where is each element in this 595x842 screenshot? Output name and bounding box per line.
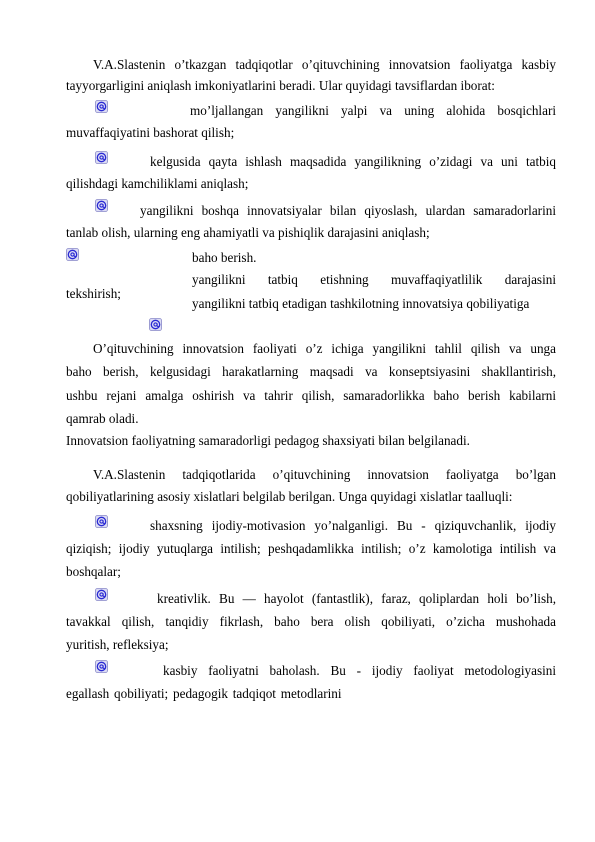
bullet4-line1: baho berish. bbox=[192, 250, 257, 265]
para3: Innovatsion faoliyatning samaradorligi pedagog shaxsiyati bilan belgilanadi. bbox=[66, 433, 470, 448]
at-sign-icon bbox=[95, 660, 108, 673]
at-sign-icon bbox=[95, 588, 108, 601]
at-sign-icon bbox=[95, 151, 108, 164]
bullet4-side-text: tekshirish; bbox=[66, 286, 121, 301]
para1-line1: V.A.Slastenin o’tkazgan tadqiqotlar o’qituvchining innovatsion faoliyatga kasbiy bbox=[93, 57, 556, 72]
trait3-line2: egallash qobiliyati; pedagogik tadqiqot metodlarini bbox=[66, 686, 342, 701]
para2-line2: baho berish, kelgusidagi harakatlarning maqsadi va konseptsiyasini shakllantirish, bbox=[66, 364, 556, 379]
trait2-line1: kreativlik. Bu — hayolot (fantastlik), faraz, qoliplardan holi bo’lish, bbox=[157, 591, 556, 606]
trait1-line2: qiziqish; ijodiy yutuqlarga intilish; peshqadamlikka intilish; o’z kamolotiga intilish va bbox=[66, 541, 556, 556]
at-sign-icon bbox=[95, 199, 108, 212]
bullet3-line2: tanlab olish, ularning eng ahamiyatli va pishiqlik darajasini aniqlash; bbox=[66, 225, 430, 240]
para2-line1: O’qituvchining innovatsion faoliyati o’z ichiga yangilikni tahlil qilish va unga bbox=[93, 341, 556, 356]
trait2-line2: tavakkal qilish, tanqidiy fikrlash, baho bera olish qobiliyati, o’zicha mushohada bbox=[66, 614, 556, 629]
para4-line1: V.A.Slastenin tadqiqotlarida o’qituvchining innovatsion faoliyatga bo’lgan bbox=[93, 467, 556, 482]
para2-line4: qamrab oladi. bbox=[66, 411, 139, 426]
trait1-line1: shaxsning ijodiy-motivasion yo’nalganligi. Bu - qiziquvchanlik, ijodiy bbox=[150, 518, 556, 533]
at-sign-icon bbox=[95, 100, 108, 113]
bullet4-line2: yangilikni tatbiq etishning muvaffaqiyatlilik darajasini bbox=[192, 272, 556, 287]
trait2-line3: yuritish, refleksiya; bbox=[66, 637, 169, 652]
trait1-line3: boshqalar; bbox=[66, 564, 121, 579]
at-sign-icon bbox=[95, 515, 108, 528]
bullet4-line3: yangilikni tatbiq etadigan tashkilotning innovatsiya qobiliyatiga bbox=[192, 296, 530, 311]
bullet1-line2: muvaffaqiyatini bashorat qilish; bbox=[66, 125, 235, 140]
para4-line2: qobiliyatlarining asosiy xislatlari belgilab berilgan. Unga quyidagi xislatlar taalluqli: bbox=[66, 489, 513, 504]
bullet2-line2: qilishdagi kamchiliklami aniqlash; bbox=[66, 176, 249, 191]
para2-line3: ushbu rejani amalga oshirish va tahrir qilish, samaradorlikka baho berish kabilarni bbox=[66, 388, 556, 403]
bullet1-line1: mo’ljallangan yangilikni yalpi va uning alohida bosqichlari bbox=[190, 103, 556, 118]
bullet3-line1: yangilikni boshqa innovatsiyalar bilan qiyoslash, ulardan samaradorlarini bbox=[140, 203, 556, 218]
at-sign-icon bbox=[149, 318, 162, 331]
bullet2-line1: kelgusida qayta ishlash maqsadida yangilikning o’zidagi va uni tatbiq bbox=[150, 154, 556, 169]
trait3-line1: kasbiy faoliyatni baholash. Bu - ijodiy faoliyat metodologiyasini bbox=[163, 663, 556, 678]
at-sign-icon bbox=[66, 248, 79, 261]
para1-line2: tayyorgarligini aniqlash imkoniyatlarini beradi. Ular quyidagi tavsiflardan iborat: bbox=[66, 78, 495, 93]
